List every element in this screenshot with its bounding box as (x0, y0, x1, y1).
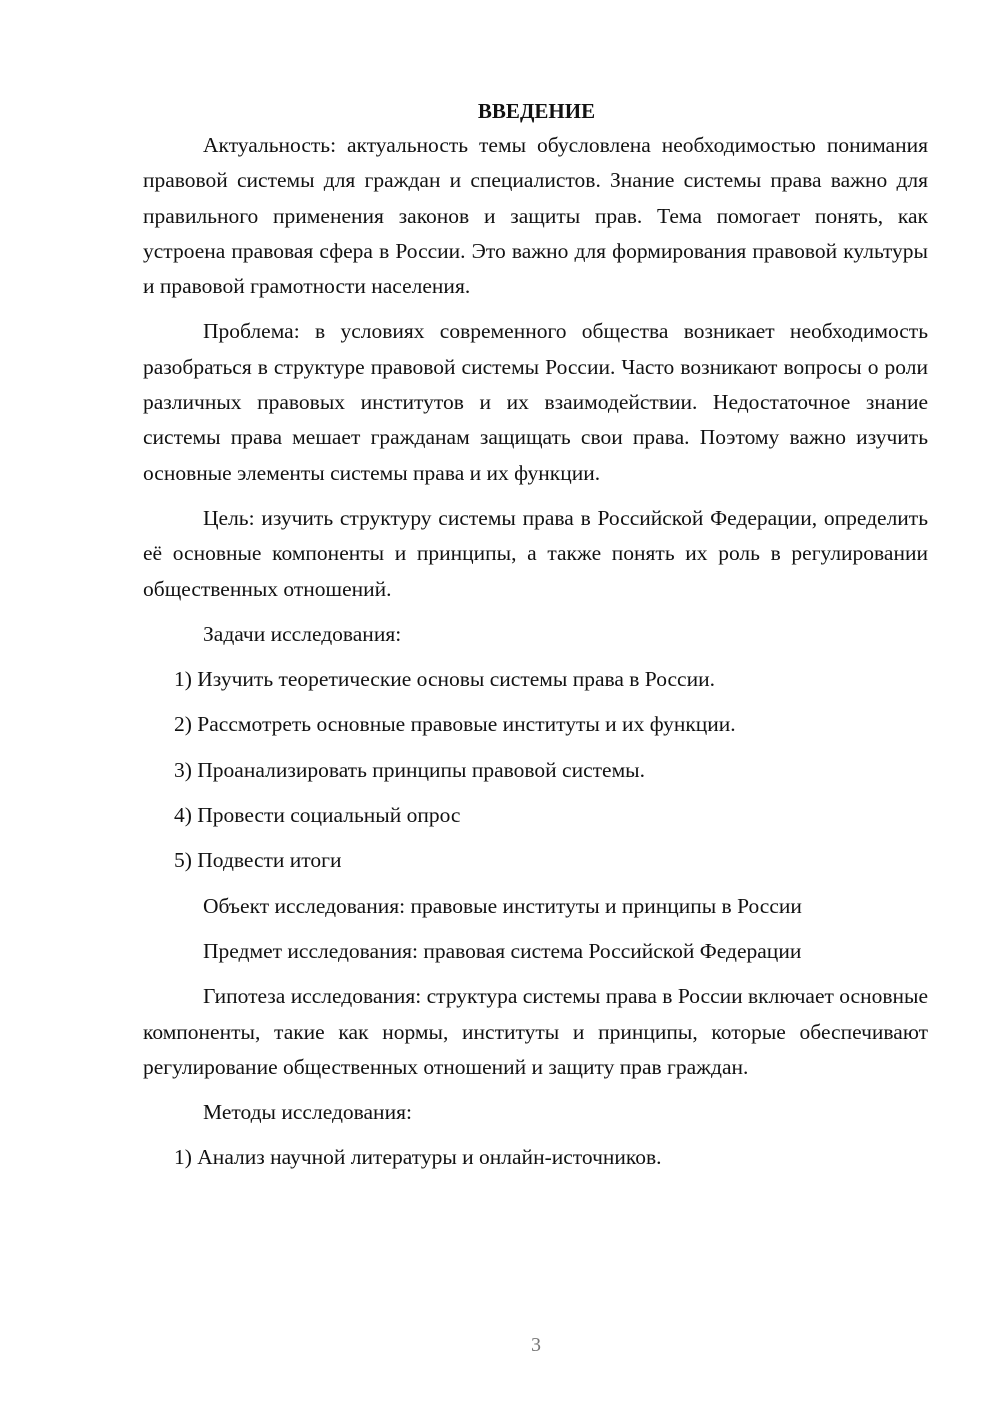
problem-paragraph: Проблема: в условиях современного общества возникает необходимость разобраться в структуре правовой системы России. Часто возникают вопросы о роли различных правовых институтов и их взаимодействии. Недостаточное знание системы права мешает гражданам защищать свои права. Поэтому важно изучить основные элементы системы права и их функции. (143, 319, 928, 485)
methods-list (143, 1140, 928, 1175)
tasks-heading: Задачи исследования: (203, 621, 402, 646)
research-object: Объект исследования: правовые институты и принципы в России (203, 893, 802, 918)
list-item: 1) Анализ научной литературы и онлайн-источников. (174, 1145, 662, 1170)
research-subject: Предмет исследования: правовая система Российской Федерации (203, 938, 802, 963)
list-item: 2) Рассмотреть основные правовые институты и их функции. (174, 712, 736, 737)
relevance-paragraph: Актуальность: актуальность темы обусловлена необходимостью понимания правовой системы для граждан и специалистов. Знание системы права важно для правильного применения законов и защиты прав. Тема помогает понять, как устроена правовая сфера в России. Это важно для формирования правовой культуры и правовой грамотности населения. (143, 133, 928, 299)
hypothesis-paragraph: Гипотеза исследования: структура системы права в России включает основные компоненты, такие как нормы, институты и принципы, которые обеспечивают регулирование общественных отношений и защиту прав граждан. (143, 984, 928, 1079)
list-item: 1) Изучить теоретические основы системы права в России. (174, 667, 715, 692)
list-item: 3) Проанализировать принципы правовой системы. (174, 757, 646, 782)
list-item: 4) Провести социальный опрос (174, 803, 461, 828)
tasks-list (143, 662, 928, 878)
page-number: 3 (531, 1334, 541, 1356)
list-item: 5) Подвести итоги (174, 848, 342, 873)
page-content (143, 94, 928, 1176)
methods-heading: Методы исследования: (203, 1100, 412, 1125)
page-title: ВВЕДЕНИЕ (477, 99, 596, 123)
goal-paragraph: Цель: изучить структуру системы права в Российской Федерации, определить её основные компоненты и принципы, а также понять их роль в регулировании общественных отношений. (143, 505, 928, 601)
